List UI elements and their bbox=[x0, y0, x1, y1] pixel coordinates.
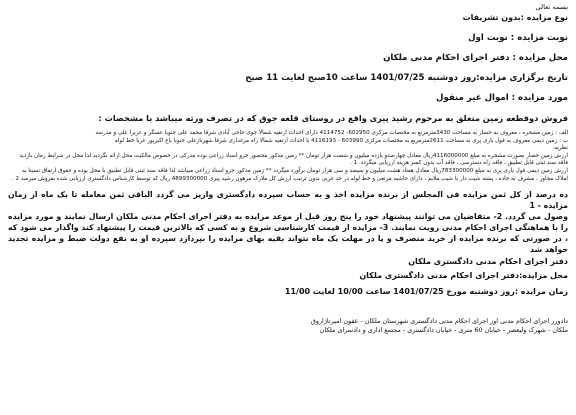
spec-item-b: ب : زمین دیمی معروف به قول یاری پری به مساحت 2611مترمربع به مختصات مرکزی 603990 - 4116193 با احداث ارتفیه شمالا راه مرغداری شرقا شهرنازعلی جنوبا باغ اکبرپور غربا خط لوله bbox=[114, 137, 568, 144]
bid-place-line: محل مزایده:دفتر اجرای احکام مدنی دادگستری ملکان bbox=[359, 271, 568, 281]
spec-item-2: ارزش زمین دیمی قول یاری پری به مبلغ 783300000ریال معادل هفتاد هشت میلیون و سیصد و سی هزار تومان برآورد میگردد ** زمین مذکور جزو اسناد زراعی میباشد لذا فاقد سند ثبتی قابل تطبیق با محل بوده و حقوق ارتفاق نسبتا به املاک مجاور ، مشرف به جاده ، پشته شیب دار با شیب ملایم ، دارای حاشیه مرتعی و خط لوله در حد غربی بدون ترتیب ارزش کل ملارک مرهون رشید پیری 4899300000 ریال که توسط کارشناس دادگستری ارزیابی شده بفروش میرسد 2 . bbox=[11, 167, 568, 182]
spec-note-label: نظریه: bbox=[552, 145, 568, 152]
auction-place-line: محل مزایده : دفتر اجرای احکام مدنی ملکان bbox=[383, 53, 568, 63]
specs-section bbox=[8, 130, 568, 183]
footer-line-1: دادورز اجرای احکام مدنی اوز اجرای احکام مدنی دادگستری شهرستان ملکان - عفون امیرتاژاروق bbox=[310, 317, 568, 326]
conditions-lead: ده درصد از کل ثمن مزایده فی المجلس از برنده مزایده اخذ و به حساب سپرده دادگستری واریز می گردد الباقی ثمن معامله تا یک ماه از زمان مزایده - 1 bbox=[8, 190, 568, 211]
auction-type-line: نوع مزایده :بدون تشریفات bbox=[462, 13, 568, 22]
spec-item-a: الف : زمین مشجره ، معروف به حسار به مساحت 3430مترمربع به مختصات مرکزی 602950- 4114752 دارای احداث ارتفیه شمالا جوی حاجی آبادی شرقا محمد علی جنوبا عسگر و عزیزا علی و مدرسه bbox=[95, 130, 568, 136]
auction-subject-line: مورد مزایده : اموال غیر منقول bbox=[436, 93, 568, 103]
bismillah-line: بسمه تعالی bbox=[535, 3, 568, 11]
auction-datetime-line: تاریخ برگزاری مزایده:روز دوشنبه 1401/07/25 ساعت 10صبح لغایت 11 صبح bbox=[245, 73, 568, 83]
auction-round-line: نوبت مزایده : نوبت اول bbox=[468, 33, 568, 43]
bid-time-line: زمان مزایده :روز دوشنبه مورخ 1401/07/25 ساعت 10/00 لغایت 11/00 bbox=[284, 287, 568, 297]
conditions-section bbox=[8, 189, 568, 255]
office-line: دفتر اجرای احکام مدنی دادگستری ملکان bbox=[408, 257, 568, 267]
footer-line-2: ملکان - شهرک ولیعصر - خیابان 60 متری - خیابان دادگستری - مجتمع اداری و دادسرای ملکان bbox=[319, 326, 568, 335]
main-title: فروش دوقطعه زمین متعلق به مرحوم رشید پیری واقع در روستای قلعه جوق که در تصرف ورثه میباشد با مشخصات : bbox=[98, 113, 568, 123]
spacer bbox=[8, 297, 568, 317]
conditions-body: وصول می گردد. 2- متقاضیان می توانند پیشنهاد خود را پنج روز قبل از موعد مزایده به دفتر اجرای احکام مدنی ملکان ارسال نمایند و مورد مزایده را با هماهنگی اجرای احکام مدنی رویت نمایند. 3- مزایده از قیمت کارشناسی شروع و به کسی که بالاترین قیمت را پیشنهاد کند واگذار می شود که ، در صورتی که برنده مزایده از خرید منصرف و یا در مهلت یک ماه نتواند بقیه بهای مزایده را بپردازد سپرده او به نفع دولت ضبط و مزایده تجدید خواهد شد bbox=[8, 212, 568, 255]
spec-item-1: ارزش زمین حصار بصورت مشجره به مبلغ 4116000000ریال معادل چهارصدو یازده میلیون و شصت هزار تومان ** زمین مذکور محصور جزو اسناد زراعی بوده مدرکی در خصوص مالکیت محل ارائه نگردید لذا محل در شرایط زمان بازدید فاقد سند ثبتی قابل تطبیق ، فاقد راه دسترسی ، فاقد آب بدون کسر هزینه ارزیابی میگردد. 1 . bbox=[19, 152, 568, 167]
